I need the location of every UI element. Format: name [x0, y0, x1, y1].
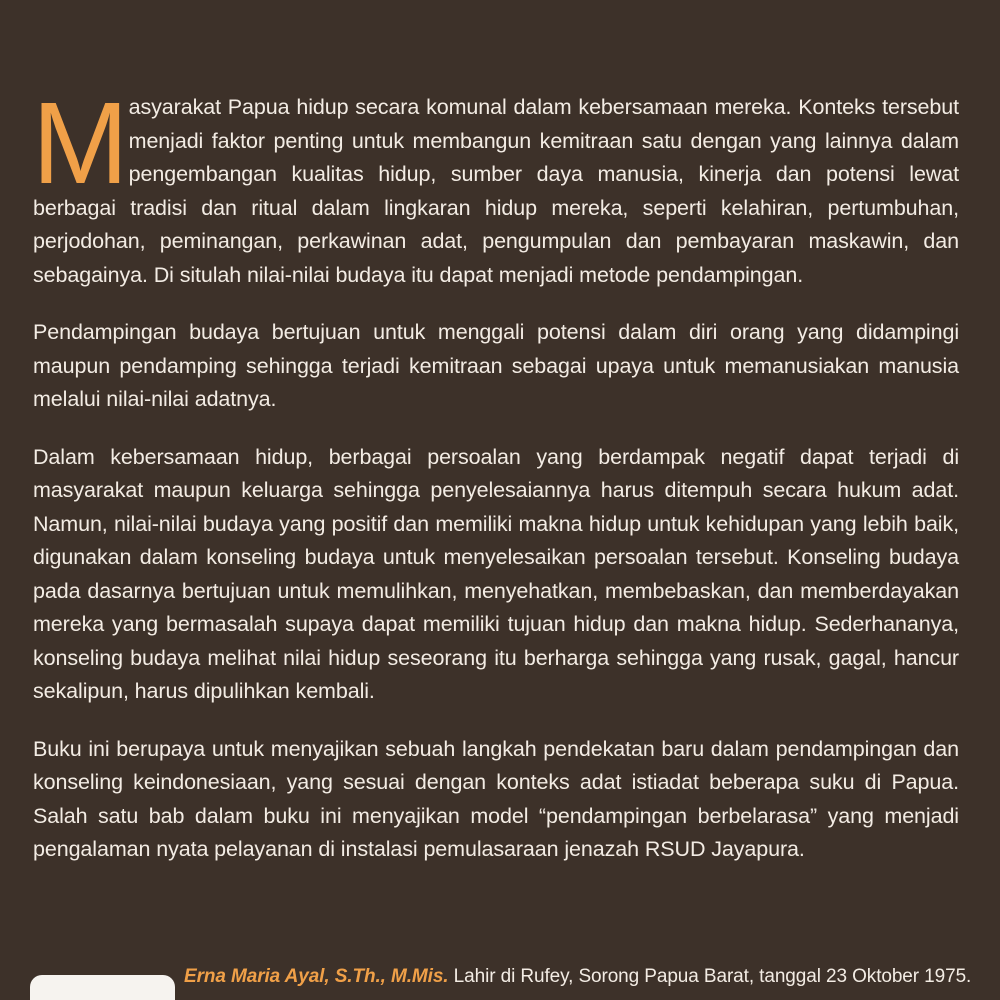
author-photo [30, 975, 175, 1000]
paragraph-1-text: asyarakat Papua hidup secara komunal dalam kebersamaan mereka. Konteks tersebut menjadi faktor penting untuk membangun kemitraan satu dengan yang lainnya dalam pengembangan kualitas hidup, sumber daya manusia, kinerja dan potensi lewat berbagai tradisi dan ritual dalam lingkaran hidup mereka, seperti kelahiran, pertumbuhan, perjodohan, peminangan, perkawinan adat, pengumpulan dan pembayaran maskawin, dan sebagainya. Di situlah nilai-nilai budaya itu dapat menjadi metode pendampingan. [33, 95, 959, 287]
author-name: Erna Maria Ayal, S.Th., M.Mis. [184, 966, 449, 987]
blurb-text [32, 78, 959, 891]
author-bio [184, 962, 972, 992]
drop-cap: M [32, 78, 125, 208]
paragraph-3: Dalam kebersamaan hidup, berbagai persoalan yang berdampak negatif dapat terjadi di masyarakat maupun keluarga sehingga penyelesaiannya harus ditempuh secara hukum adat. Namun, nilai-nilai budaya yang positif dan memiliki makna hidup untuk kehidupan yang lebih baik, digunakan dalam konseling budaya untuk menyelesaikan persoalan tersebut. Konseling budaya pada dasarnya bertujuan untuk memulihkan, menyehatkan, membebaskan, dan memberdayakan mereka yang bermasalah supaya dapat memiliki tujuan hidup dan makna hidup. Sederhananya, konseling budaya melihat nilai hidup seseorang itu berharga sehingga yang rusak, gagal, hancur sekalipun, harus dipulihkan kembali. [33, 444, 959, 703]
paragraph-4: Buku ini berupaya untuk menyajikan sebuah langkah pendekatan baru dalam pendampingan dan konseling keindonesiaan, yang sesuai dengan konteks adat istiadat beberapa suku di Papua. Salah satu bab dalam buku ini menyajikan model “pendampingan berbelarasa” yang menjadi pengalaman nyata pelayanan di instalasi pemulasaraan jenazah RSUD Jayapura. [33, 736, 959, 861]
author-bio-text: Lahir di Rufey, Sorong Papua Barat, tanggal 23 Oktober 1975. [453, 966, 972, 987]
paragraph-1 [32, 78, 959, 292]
paragraph-2: Pendampingan budaya bertujuan untuk menggali potensi dalam diri orang yang didampingi maupun pendamping sehingga terjadi kemitraan sebagai upaya untuk memanusiakan manusia melalui nilai-nilai adatnya. [33, 320, 959, 411]
